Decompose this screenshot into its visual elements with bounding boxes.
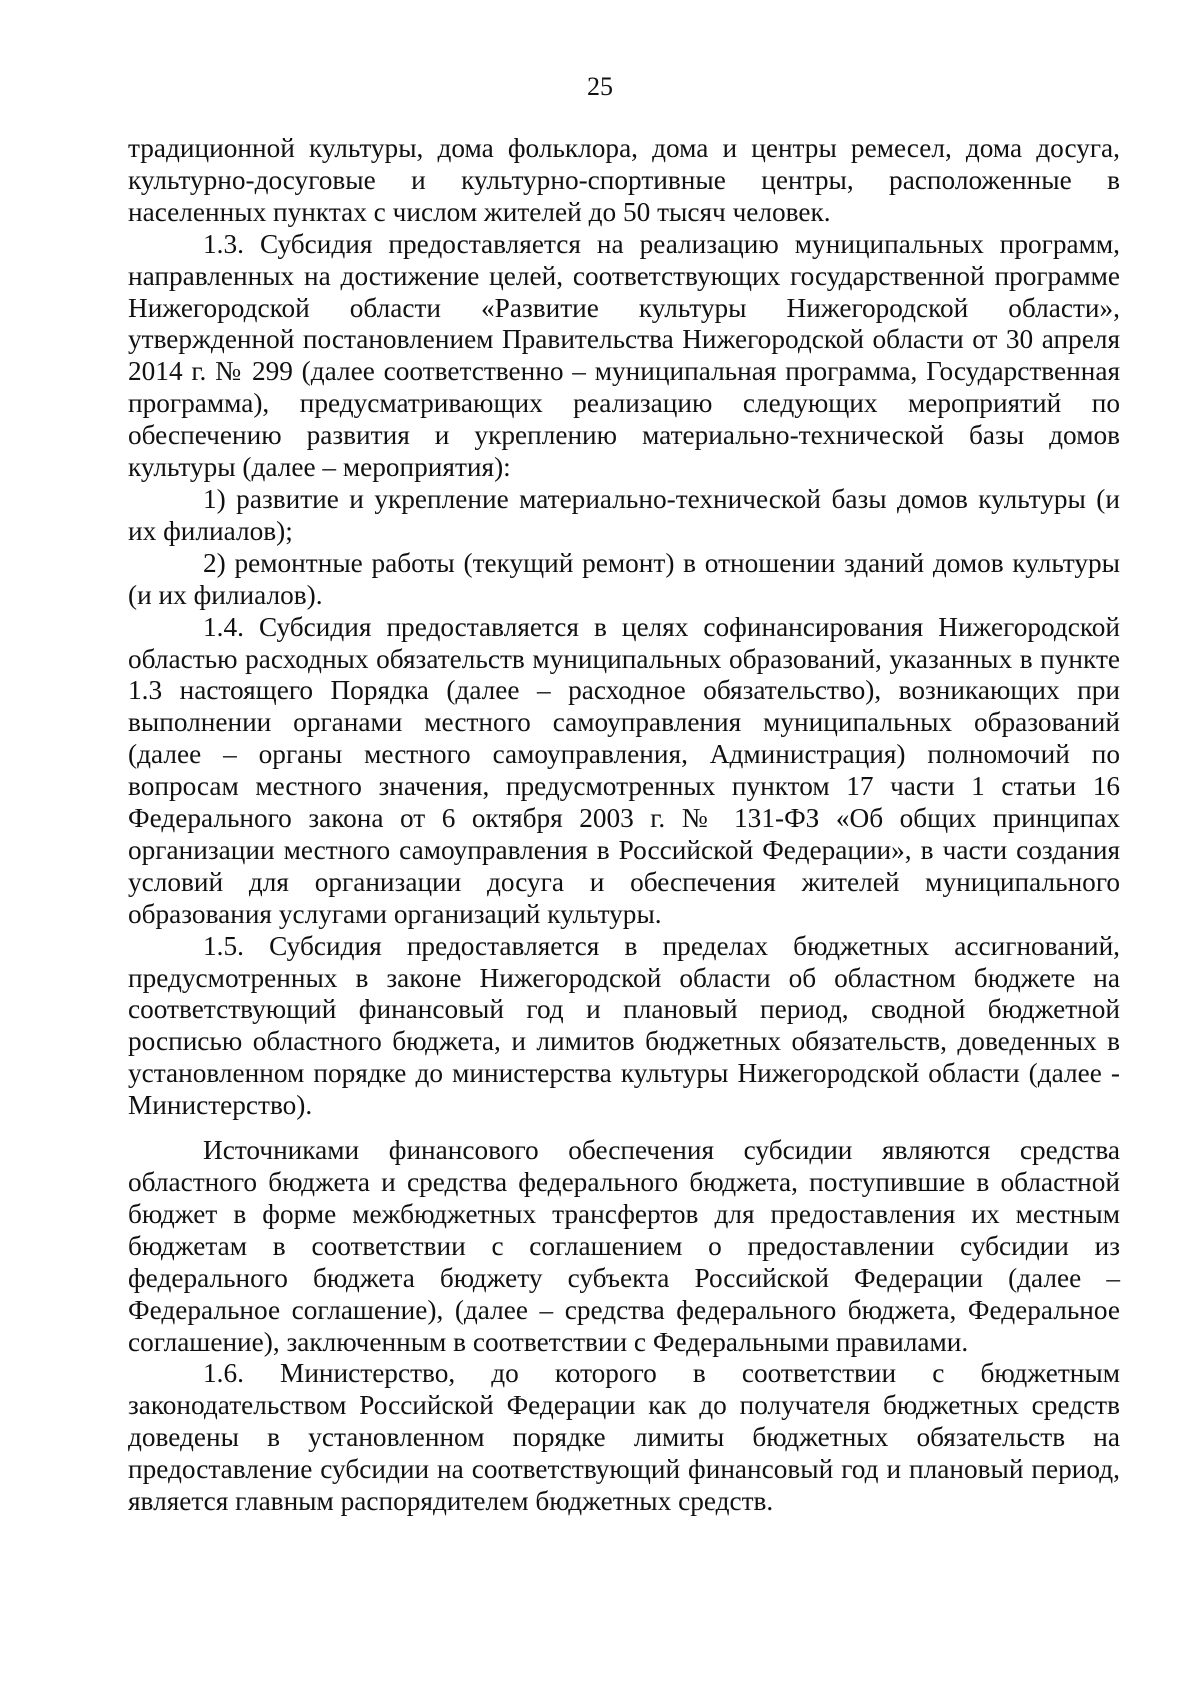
paragraph-1-5: 1.5. Субсидия предоставляется в пределах бюджетных ассигнований, предусмотренных в законе Нижегородской области об областном бюджете на соответствующий финансовый год и плановый период, сводной бюджетной росписью областного бюджета, и лимитов бюджетных обязательств, доведенных в установленном порядке до министерства культуры Нижегородской области (далее - Министерство).	[128, 930, 1120, 1121]
paragraph-1-4: 1.4. Субсидия предоставляется в целях софинансирования Нижегородской областью расходных обязательств муниципальных образований, указанных в пункте 1.3 настоящего Порядка (далее – расходное обязательство), возникающих при выполнении органами местного самоуправления муниципальных образований (далее – органы местного самоуправления, Администрация) полномочий по вопросам местного значения, предусмотренных пунктом 17 части 1 статьи 16 Федерального закона от 6 октября 2003 г. № 131-ФЗ «Об общих принципах организации местного самоуправления в Российской Федерации», в части создания условий для организации досуга и обеспечения жителей муниципального образования услугами организаций культуры.	[128, 611, 1120, 929]
paragraph-1-3: 1.3. Субсидия предоставляется на реализацию муниципальных программ, направленных на достижение целей, соответствующих государственной программе Нижегородской области «Развитие культуры Нижегородской области», утвержденной постановлением Правительства Нижегородской области от 30 апреля 2014 г. № 299 (далее соответственно – муниципальная программа, Государственная программа), предусматривающих реализацию следующих мероприятий по обеспечению развития и укреплению материально-технической базы домов культуры (далее – мероприятия):	[128, 228, 1120, 483]
paragraph-funding-sources: Источниками финансового обеспечения субсидии являются средства областного бюджета и средства федерального бюджета, поступившие в областной бюджет в форме межбюджетных трансфертов для предоставления их местным бюджетам в соответствии с соглашением о предоставлении субсидии из федерального бюджета бюджету субъекта Российской Федерации (далее – Федеральное соглашение), (далее – средства федерального бюджета, Федеральное соглашение), заключенным в соответствии с Федеральными правилами.	[128, 1135, 1120, 1357]
paragraph-1-6: 1.6. Министерство, до которого в соответствии с бюджетным законодательством Российской Федерации как до получателя бюджетных средств доведены в установленном порядке лимиты бюджетных обязательств на предоставление субсидии на соответствующий финансовый год и плановый период, является главным распорядителем бюджетных средств.	[128, 1358, 1120, 1517]
list-item-2: 2) ремонтные работы (текущий ремонт) в отношении зданий домов культуры (и их филиалов).	[128, 547, 1120, 610]
page-number: 25	[587, 72, 613, 101]
document-body	[128, 133, 1120, 1518]
paragraph-continuation: традиционной культуры, дома фольклора, дома и центры ремесел, дома досуга, культурно-досуговые и культурно-спортивные центры, расположенные в населенных пунктах с числом жителей до 50 тысяч человек.	[128, 133, 1120, 227]
list-item-1: 1) развитие и укрепление материально-технической базы домов культуры (и их филиалов);	[128, 483, 1120, 546]
